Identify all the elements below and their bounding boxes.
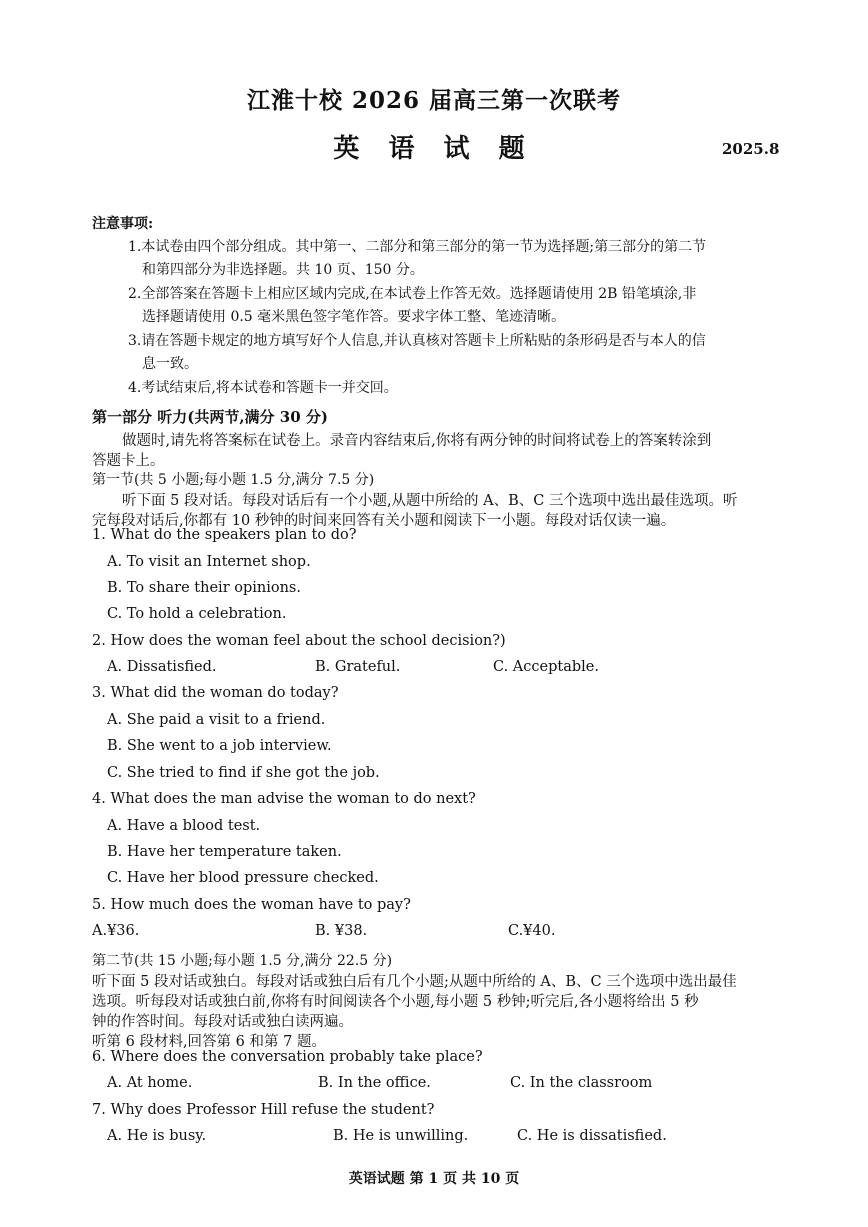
part1-intro-line-2: 答题卡上。 — [92, 453, 165, 469]
note-1-line-1: 1.本试卷由四个部分组成。其中第一、二部分和第三部分的第一节为选择题;第三部分的第二节 — [128, 239, 707, 255]
question-1-stem: 1. What do the speakers plan to do? — [92, 527, 357, 543]
question-4-option-b: B. Have her temperature taken. — [107, 844, 342, 860]
question-3-stem: 3. What did the woman do today? — [92, 685, 339, 701]
question-5-option-a: A.¥36. — [92, 923, 140, 939]
question-4-option-c: C. Have her blood pressure checked. — [107, 870, 379, 886]
question-3-option-a: A. She paid a visit to a friend. — [107, 712, 326, 728]
page-footer: 英语试题 第 1 页 共 10 页 — [348, 1171, 520, 1187]
question-1-option-b: B. To share their opinions. — [107, 580, 301, 596]
question-6-option-c: C. In the classroom — [510, 1075, 653, 1091]
note-4: 4.考试结束后,将本试卷和答题卡一并交回。 — [128, 380, 398, 396]
notes-heading: 注意事项: — [92, 216, 154, 232]
question-6-option-a: A. At home. — [107, 1075, 193, 1091]
section2-intro-line-3: 钟的作答时间。每段对话或独白读两遍。 — [92, 1014, 353, 1030]
section2-intro-line-1: 听下面 5 段对话或独白。每段对话或独白后有几个小题;从题中所给的 A、B、C 三个选项中选出最佳 — [92, 974, 737, 990]
question-5-option-c: C.¥40. — [508, 923, 556, 939]
question-1-option-a: A. To visit an Internet shop. — [107, 554, 311, 570]
section1-intro-line-1: 听下面 5 段对话。每段对话后有一个小题,从题中所给的 A、B、C 三个选项中选出最佳选项。听 — [122, 493, 738, 509]
note-1-line-2: 和第四部分为非选择题。共 10 页、150 分。 — [142, 262, 424, 278]
section1-heading: 第一节(共 5 小题;每小题 1.5 分,满分 7.5 分) — [92, 472, 375, 488]
note-3-line-1: 3.请在答题卡规定的地方填写好个人信息,并认真核对答题卡上所粘贴的条形码是否与本人的信 — [128, 333, 706, 349]
part1-intro-line-1: 做题时,请先将答案标在试卷上。录音内容结束后,你将有两分钟的时间将试卷上的答案转涂到 — [122, 433, 712, 449]
subject-title: 英 语 试 题 — [333, 134, 535, 164]
material-6-instruction: 听第 6 段材料,回答第 6 和第 7 题。 — [92, 1034, 326, 1050]
exam-title: 江淮十校 2026 届高三第一次联考 — [246, 87, 622, 114]
note-2-line-2: 选择题请使用 0.5 毫米黑色签字笔作答。要求字体工整、笔迹清晰。 — [142, 309, 566, 325]
question-6-option-b: B. In the office. — [318, 1075, 431, 1091]
question-2-option-a: A. Dissatisfied. — [107, 659, 217, 675]
question-7-option-c: C. He is dissatisfied. — [517, 1128, 667, 1144]
question-4-option-a: A. Have a blood test. — [107, 818, 261, 834]
question-6-stem: 6. Where does the conversation probably take place? — [92, 1049, 483, 1065]
question-2-stem: 2. How does the woman feel about the school decision?) — [92, 633, 506, 649]
exam-date: 2025.8 — [722, 140, 780, 158]
question-1-option-c: C. To hold a celebration. — [107, 606, 287, 622]
question-7-stem: 7. Why does Professor Hill refuse the student? — [92, 1102, 435, 1118]
note-2-line-1: 2.全部答案在答题卡上相应区域内完成,在本试卷上作答无效。选择题请使用 2B 铅笔填涂,非 — [128, 286, 697, 302]
part1-heading: 第一部分 听力(共两节,满分 30 分) — [92, 408, 328, 426]
question-5-option-b: B. ¥38. — [315, 923, 368, 939]
section1-intro-line-2: 完每段对话后,你都有 10 秒钟的时间来回答有关小题和阅读下一小题。每段对话仅读一遍。 — [92, 513, 676, 529]
question-7-option-b: B. He is unwilling. — [333, 1128, 469, 1144]
section2-intro-line-2: 选项。听每段对话或独白前,你将有时间阅读各个小题,每小题 5 秒钟;听完后,各小题将给出 5 秒 — [92, 994, 699, 1010]
question-5-stem: 5. How much does the woman have to pay? — [92, 897, 411, 913]
section2-heading: 第二节(共 15 小题;每小题 1.5 分,满分 22.5 分) — [92, 953, 393, 969]
question-4-stem: 4. What does the man advise the woman to do next? — [92, 791, 476, 807]
question-7-option-a: A. He is busy. — [107, 1128, 207, 1144]
question-2-option-b: B. Grateful. — [315, 659, 401, 675]
question-3-option-c: C. She tried to find if she got the job. — [107, 765, 380, 781]
note-3-line-2: 息一致。 — [142, 356, 198, 372]
question-3-option-b: B. She went to a job interview. — [107, 738, 332, 754]
question-2-option-c: C. Acceptable. — [493, 659, 599, 675]
